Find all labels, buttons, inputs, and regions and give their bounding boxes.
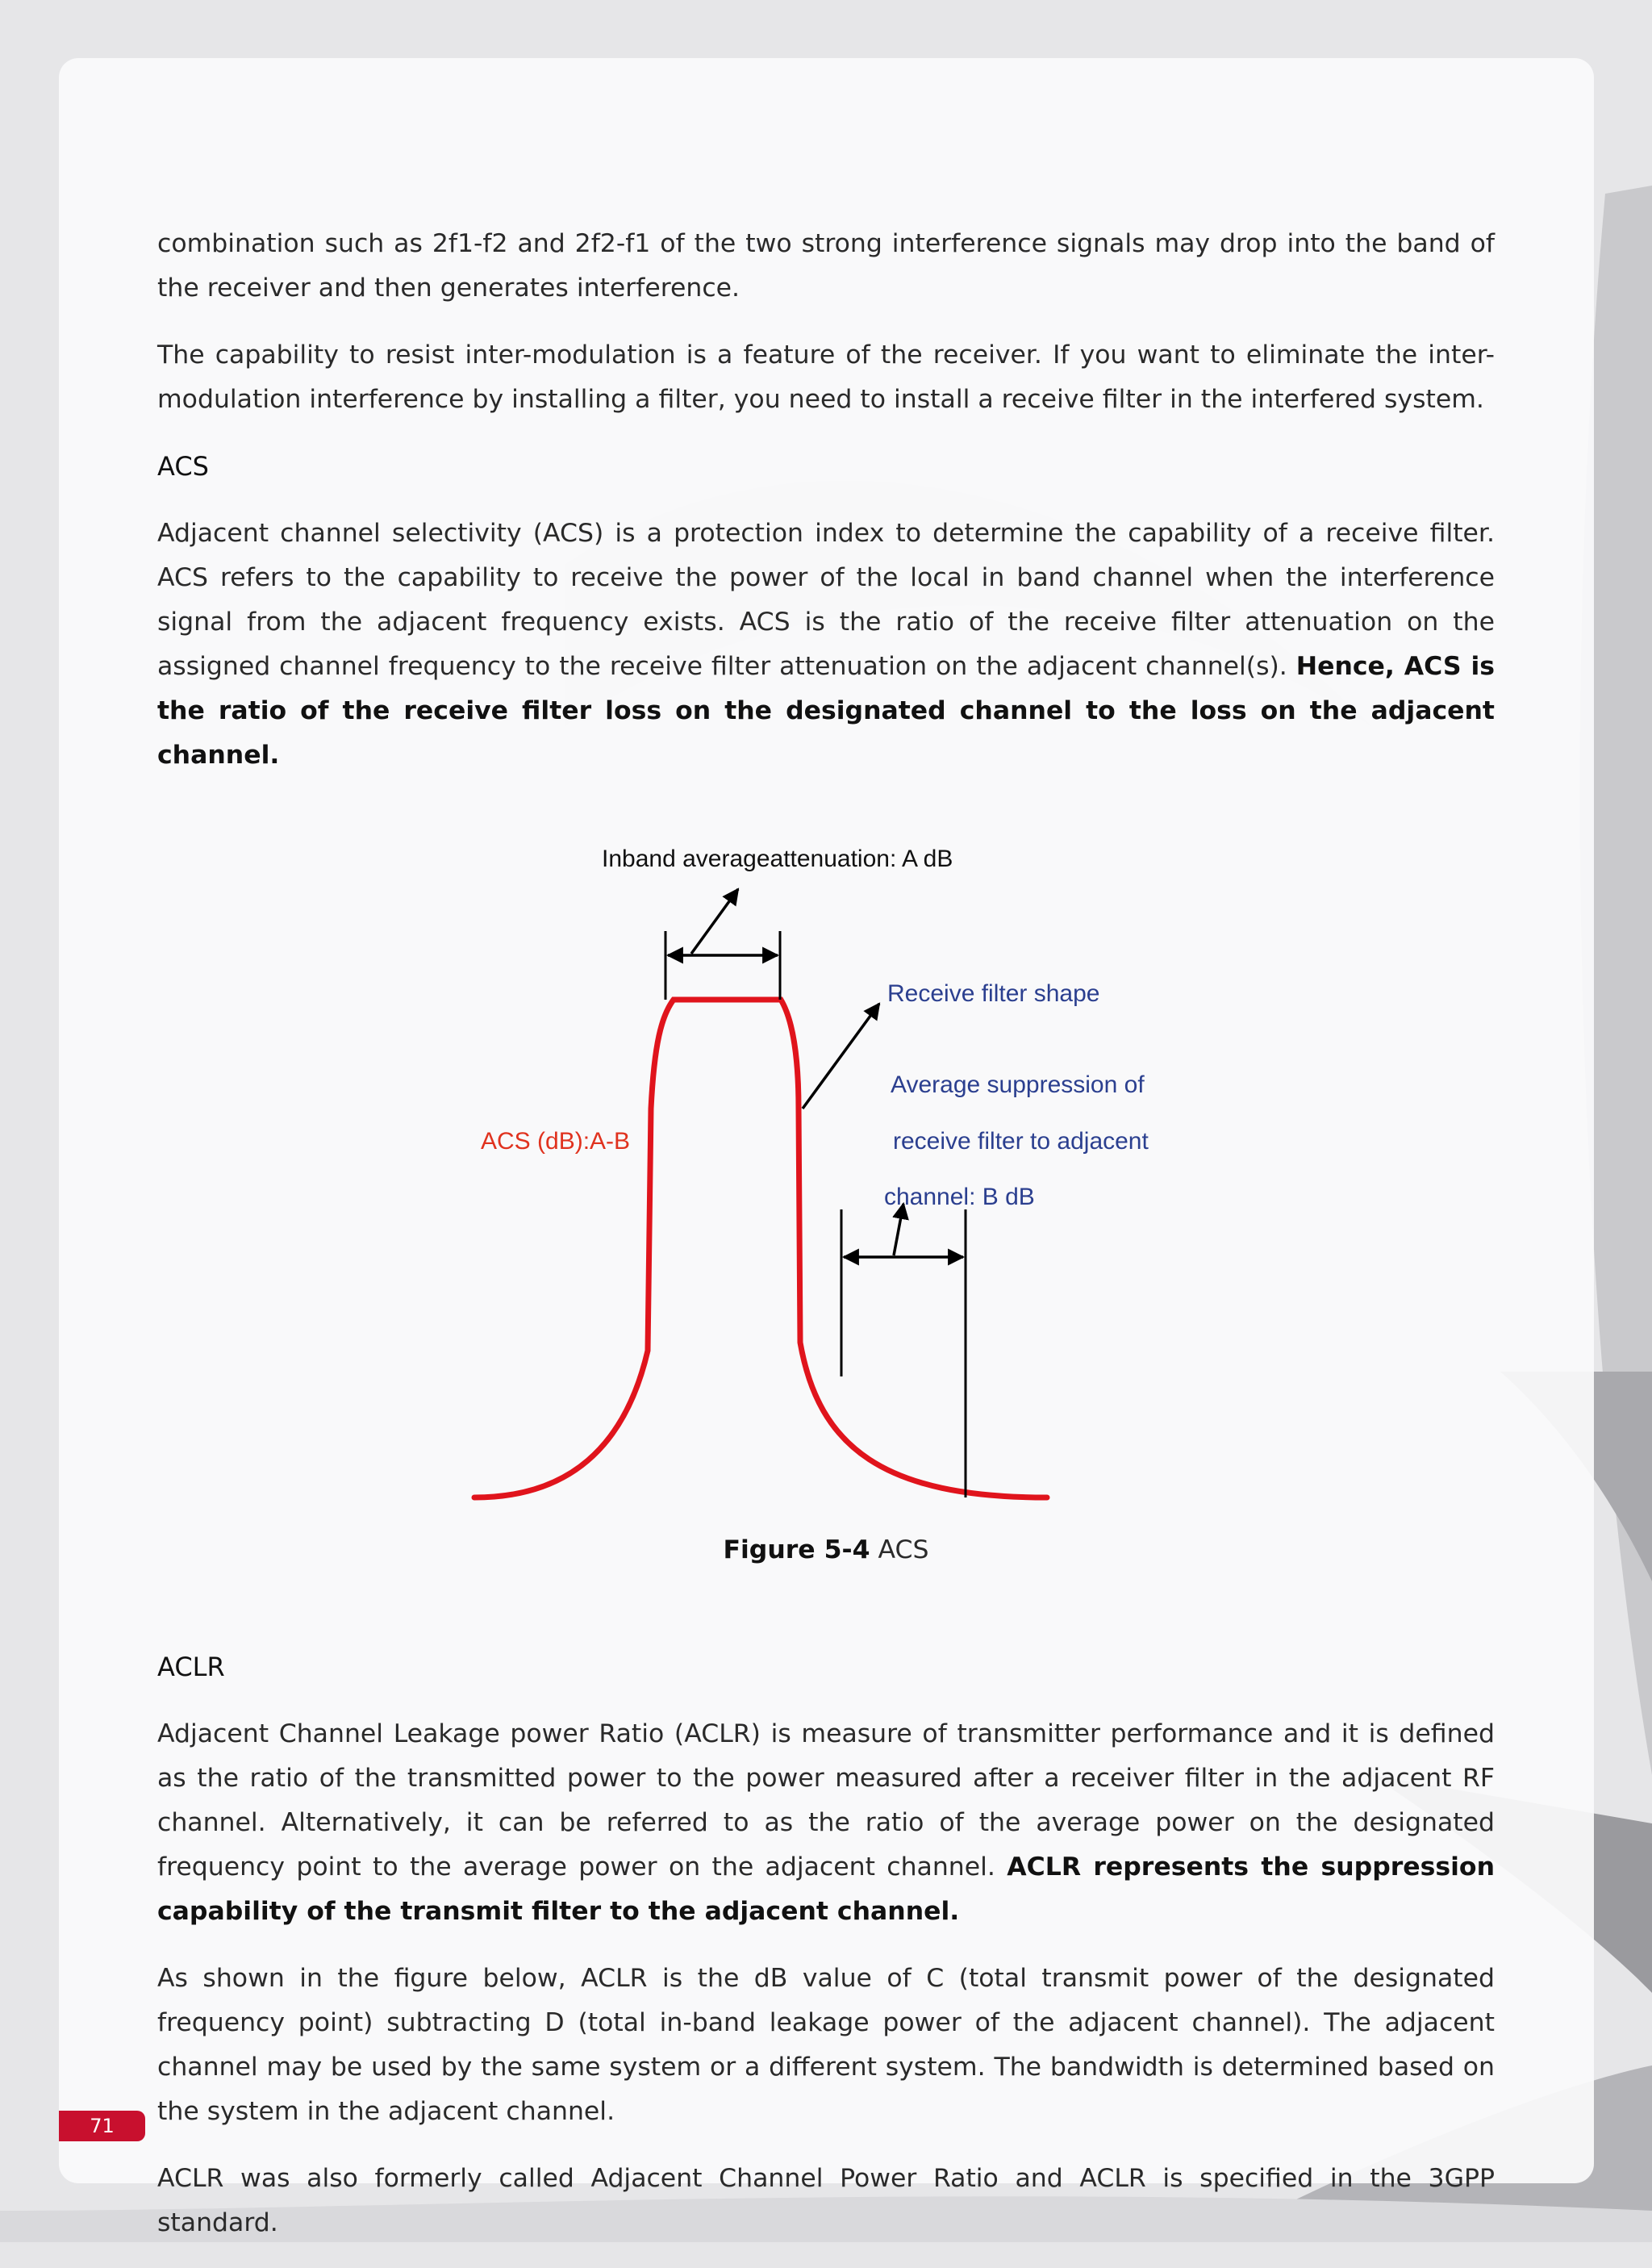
- paragraph-acs: [157, 512, 1495, 778]
- label-receive-filter-shape: Receive filter shape: [887, 980, 1100, 1007]
- label-avg-suppression-3: channel: B dB: [884, 1184, 1035, 1210]
- heading-acs: ACS: [157, 451, 209, 482]
- label-inband-attenuation: Inband averageattenuation: A dB: [602, 846, 953, 872]
- aclr-text: Adjacent Channel Leakage power Ratio (ACLR) is measure of transmitter performance and it is defined as the ratio of the transmitted power to the power measured after a receiver filter in the adjacent RF channel. Alternatively, it can be referred to as the ratio of the average power on the designated frequency point to the average power on the adjacent channel.: [157, 1719, 1495, 1882]
- paragraph-aclr-figure: As shown in the figure below, ACLR is the dB value of C (total transmit power of the designated frequency point) subtracting D (total in-band leakage power of the adjacent channel). The adjacent channel may be used by the same system or a different system. The bandwidth is determined based on the system in the adjacent channel.: [157, 1964, 1495, 2126]
- paragraph-aclr: [157, 1712, 1495, 1934]
- adjacent-pointer-arrow: [894, 1204, 903, 1255]
- caption-text: ACS: [870, 1535, 929, 1564]
- label-acs-formula: ACS (dB):A-B: [481, 1128, 631, 1155]
- caption-label: Figure 5-4: [723, 1535, 870, 1564]
- paragraph-aclr-3gpp: ACLR was also formerly called Adjacent Channel Power Ratio and ACLR is specified in the 3GPP standard.: [157, 2164, 1495, 2237]
- filter-shape-pointer-arrow: [803, 1004, 879, 1109]
- paragraph-filter: The capability to resist inter-modulation is a feature of the receiver. If you want to eliminate the inter-modulation interference by installing a filter, you need to install a receive filter in the interfered system.: [157, 340, 1495, 414]
- document-body: [157, 222, 1495, 2268]
- paragraph-intermodulation: combination such as 2f1-f2 and 2f2-f1 of the two strong interference signals may drop into the band of the receiver and then generates interference.: [157, 229, 1495, 303]
- page-number: 71: [59, 2111, 145, 2141]
- figure-acs: [157, 834, 1495, 1645]
- label-avg-suppression-1: Average suppression of: [891, 1071, 1145, 1098]
- aclr-bold-text: ACLR represents the suppression capability of the transmit filter to the adjacent channel.: [157, 1852, 1496, 1926]
- acs-diagram: [432, 834, 1158, 1528]
- heading-aclr: ACLR: [157, 1652, 225, 1682]
- acs-text: Adjacent channel selectivity (ACS) is a protection index to determine the capability of a receive filter. ACS refers to the capability to receive the power of the local in band channel when the interference signal from the adjacent frequency exists. ACS is the ratio of the receive filter attenuation on the assigned channel frequency to the receive filter attenuation on the adjacent channel(s).: [157, 519, 1495, 681]
- inband-pointer-arrow: [691, 889, 738, 954]
- acs-bold-text: Hence, ACS is the ratio of the receive filter loss on the designated channel to the loss on the adjacent channel.: [157, 652, 1495, 770]
- label-avg-suppression-2: receive filter to adjacent: [893, 1128, 1149, 1155]
- figure-caption: [157, 1528, 1495, 1573]
